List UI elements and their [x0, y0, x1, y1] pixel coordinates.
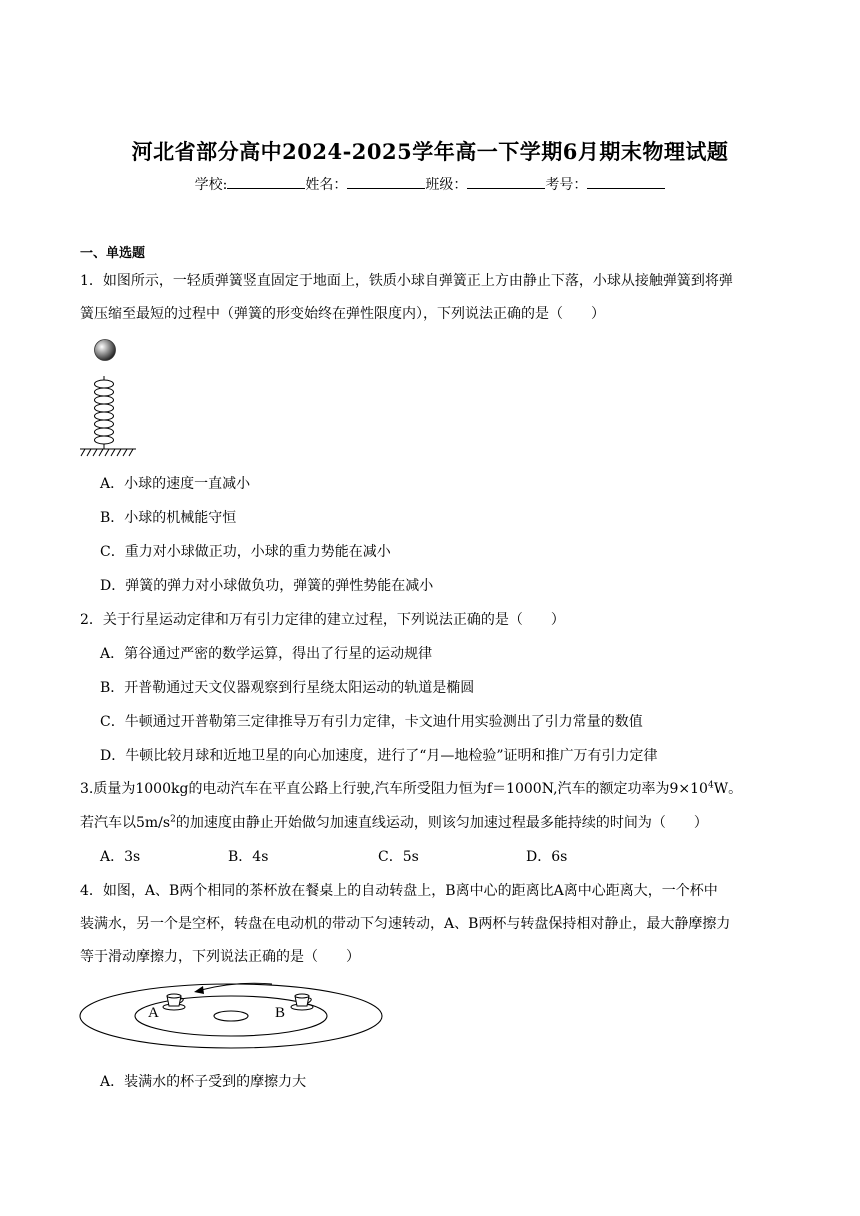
- q3-text-d: 。: [728, 781, 743, 797]
- q3-text-f: 的加速度由静止开始做匀加速直线运动，则该匀加速过程最多能持续的时间为（ ）: [175, 815, 708, 831]
- q4-stem-line1: 4．如图，A、B两个相同的茶杯放在餐桌上的自动转盘上，B离中心的距离比A离中心距离大，一个杯中: [80, 883, 718, 899]
- q3-acc-exponent: 2: [170, 814, 176, 825]
- q1-stem-line2: 簧压缩至最短的过程中（弹簧的形变始终在弹性限度内），下列说法正确的是（ ）: [80, 306, 605, 322]
- ground-hatch: [80, 449, 136, 456]
- school-blank[interactable]: [227, 175, 305, 189]
- q4-option-a[interactable]: A．装满水的杯子受到的摩擦力大: [100, 1074, 307, 1090]
- q2-option-d[interactable]: D．牛顿比较月球和近地卫星的向心加速度，进行了“月—地检验”证明和推广万有引力定律: [100, 748, 658, 764]
- q4-stem-line3: 等于滑动摩擦力，下列说法正确的是（ ）: [80, 949, 360, 965]
- iron-ball: [95, 340, 116, 361]
- class-blank[interactable]: [467, 175, 545, 189]
- q3-acceleration: 5m/s: [136, 815, 171, 831]
- q3-option-a[interactable]: A．3s: [100, 849, 141, 865]
- q3-power-unit: W: [713, 781, 729, 797]
- q1-option-b[interactable]: B．小球的机械能守恒: [100, 510, 237, 526]
- label-b: B: [275, 1005, 286, 1021]
- q3-text-b: 的电动汽车在平直公路上行驶,汽车所受阻力恒为: [188, 781, 487, 797]
- q3-force: f＝1000N: [486, 781, 554, 797]
- name-blank[interactable]: [347, 175, 425, 189]
- q3-option-c[interactable]: C．5s: [378, 849, 419, 865]
- section-heading: 一、单选题: [80, 246, 146, 261]
- q3-option-b[interactable]: B．4s: [228, 849, 269, 865]
- q2-option-b[interactable]: B．开普勒通过天文仪器观察到行星绕太阳运动的轨道是椭圆: [100, 680, 475, 696]
- q1-option-a[interactable]: A．小球的速度一直减小: [100, 476, 251, 492]
- q3-text-e: 若汽车以: [80, 815, 136, 831]
- number-label: 考号：: [545, 177, 588, 193]
- page-title: 河北省部分高中2024-2025学年高一下学期6月期末物理试题: [131, 139, 729, 164]
- center-hub-ellipse: [214, 1011, 248, 1021]
- cup-a: [163, 994, 185, 1010]
- q2-option-c[interactable]: C．牛顿通过开普勒第三定律推导万有引力定律，卡文迪什用实验测出了引力常量的数值: [100, 714, 643, 730]
- q3-text-a: 3.质量为: [80, 781, 136, 797]
- turntable-figure: [76, 975, 386, 1051]
- number-blank[interactable]: [587, 175, 665, 189]
- q3-power: 9×10: [669, 781, 708, 797]
- class-label: 班级：: [425, 177, 468, 193]
- q3-power-exponent: 4: [707, 780, 714, 791]
- q3-text-c: ,汽车的额定功率为: [553, 781, 670, 797]
- student-info-line: [0, 174, 860, 194]
- spring-ball-figure: [78, 336, 140, 458]
- school-label: 学校:: [194, 177, 228, 193]
- q3-stem-line1: [80, 778, 742, 798]
- q1-option-c[interactable]: C．重力对小球做正功，小球的重力势能在减小: [100, 544, 391, 560]
- q1-stem-line1: 1．如图所示，一轻质弹簧竖直固定于地面上，铁质小球自弹簧正上方由静止下落，小球从接触弹簧到将弹: [80, 273, 733, 289]
- q4-stem-line2: 装满水，另一个是空杯，转盘在电动机的带动下匀速转动，A、B两杯与转盘保持相对静止，最大静摩擦力: [80, 916, 731, 932]
- rotation-arrowhead: [194, 986, 204, 994]
- q2-option-a[interactable]: A．第谷通过严密的数学运算，得出了行星的运动规律: [100, 646, 433, 662]
- label-a: A: [148, 1005, 159, 1021]
- cup-b: [291, 994, 313, 1010]
- name-label: 姓名：: [305, 177, 348, 193]
- q3-mass: 1000kg: [135, 781, 189, 797]
- q3-option-d[interactable]: D．6s: [526, 849, 568, 865]
- outer-table-ellipse: [80, 984, 382, 1048]
- q3-stem-line2: [80, 812, 708, 832]
- q1-option-d[interactable]: D．弹簧的弹力对小球做负功，弹簧的弹性势能在减小: [100, 578, 434, 594]
- spring-coil: [95, 376, 114, 449]
- q2-stem: 2．关于行星运动定律和万有引力定律的建立过程，下列说法正确的是（ ）: [80, 612, 565, 628]
